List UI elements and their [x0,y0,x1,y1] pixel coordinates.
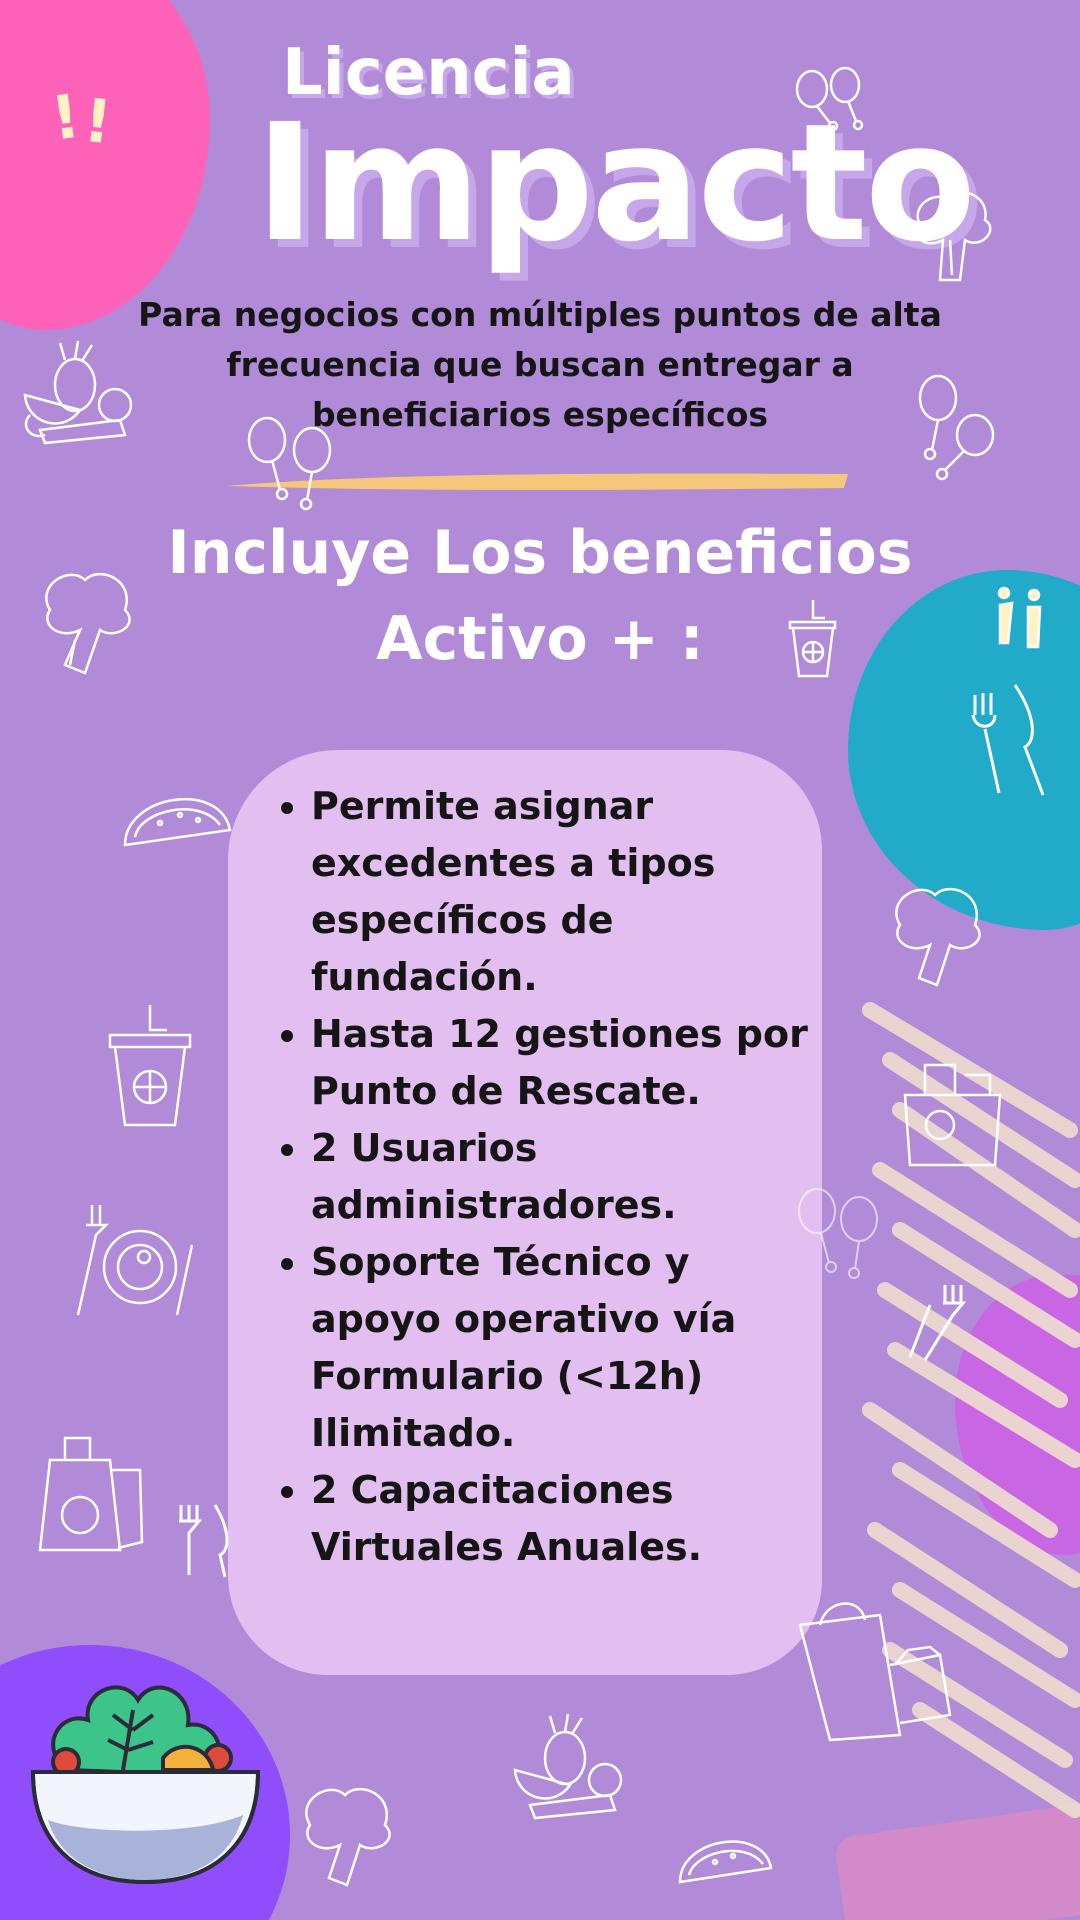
list-item: • 2 Usuarios administradores. [311,1120,831,1234]
salad-bowl-icon [28,1650,263,1895]
taco-icon [120,775,235,855]
list-item: • Soporte Técnico y apoyo operativo vía Formulario (<12h) Ilimitado. [311,1234,831,1462]
chicken-leg-icon [790,65,870,135]
list-item: • Hasta 12 gestiones por Punto de Rescate. [311,1006,831,1120]
chicken-leg-icon [910,370,1000,480]
exclamation-icon: ! [80,85,115,159]
meal-plate-icon [72,1205,202,1320]
benefits-list [265,778,831,1576]
drink-cup-icon [105,1005,195,1130]
broccoli-icon [295,1780,405,1890]
fruit-basket-icon [20,335,145,450]
taco-icon [675,1820,775,1890]
fork-knife-icon [965,685,1050,800]
list-item: • 2 Capacitaciones Virtuales Anuales. [311,1462,831,1576]
exclamation-icon: ! [47,81,85,155]
pink-blob [0,0,210,330]
list-item: • Permite asignar excedentes a tipos específicos de fundación. [311,778,831,1006]
title-licencia: Licencia [282,36,575,110]
title-impacto: Impacto [255,90,974,278]
grocery-bag-icon [790,1595,965,1745]
broccoli-icon [885,880,995,990]
subtitle: Para negocios con múltiples puntos de alta frecuencia que buscan entregar a beneficiarios específicos [138,295,942,434]
drink-cup-icon [785,600,840,680]
fork-knife-icon [175,1505,235,1580]
grocery-bag-icon [895,1055,1010,1170]
heading-line-2: Activo + : [376,604,704,674]
heading-line-1: Incluye Los beneficios [167,518,913,588]
grocery-bag-icon [30,1430,150,1555]
fruit-basket-icon [510,1710,635,1825]
fork-knife-icon [905,1285,965,1365]
broccoli-icon [905,185,1000,285]
broccoli-icon [35,565,145,680]
chicken-leg-icon [795,1185,890,1280]
chicken-leg-icon [242,410,342,510]
exclamation-icon [990,585,1050,660]
